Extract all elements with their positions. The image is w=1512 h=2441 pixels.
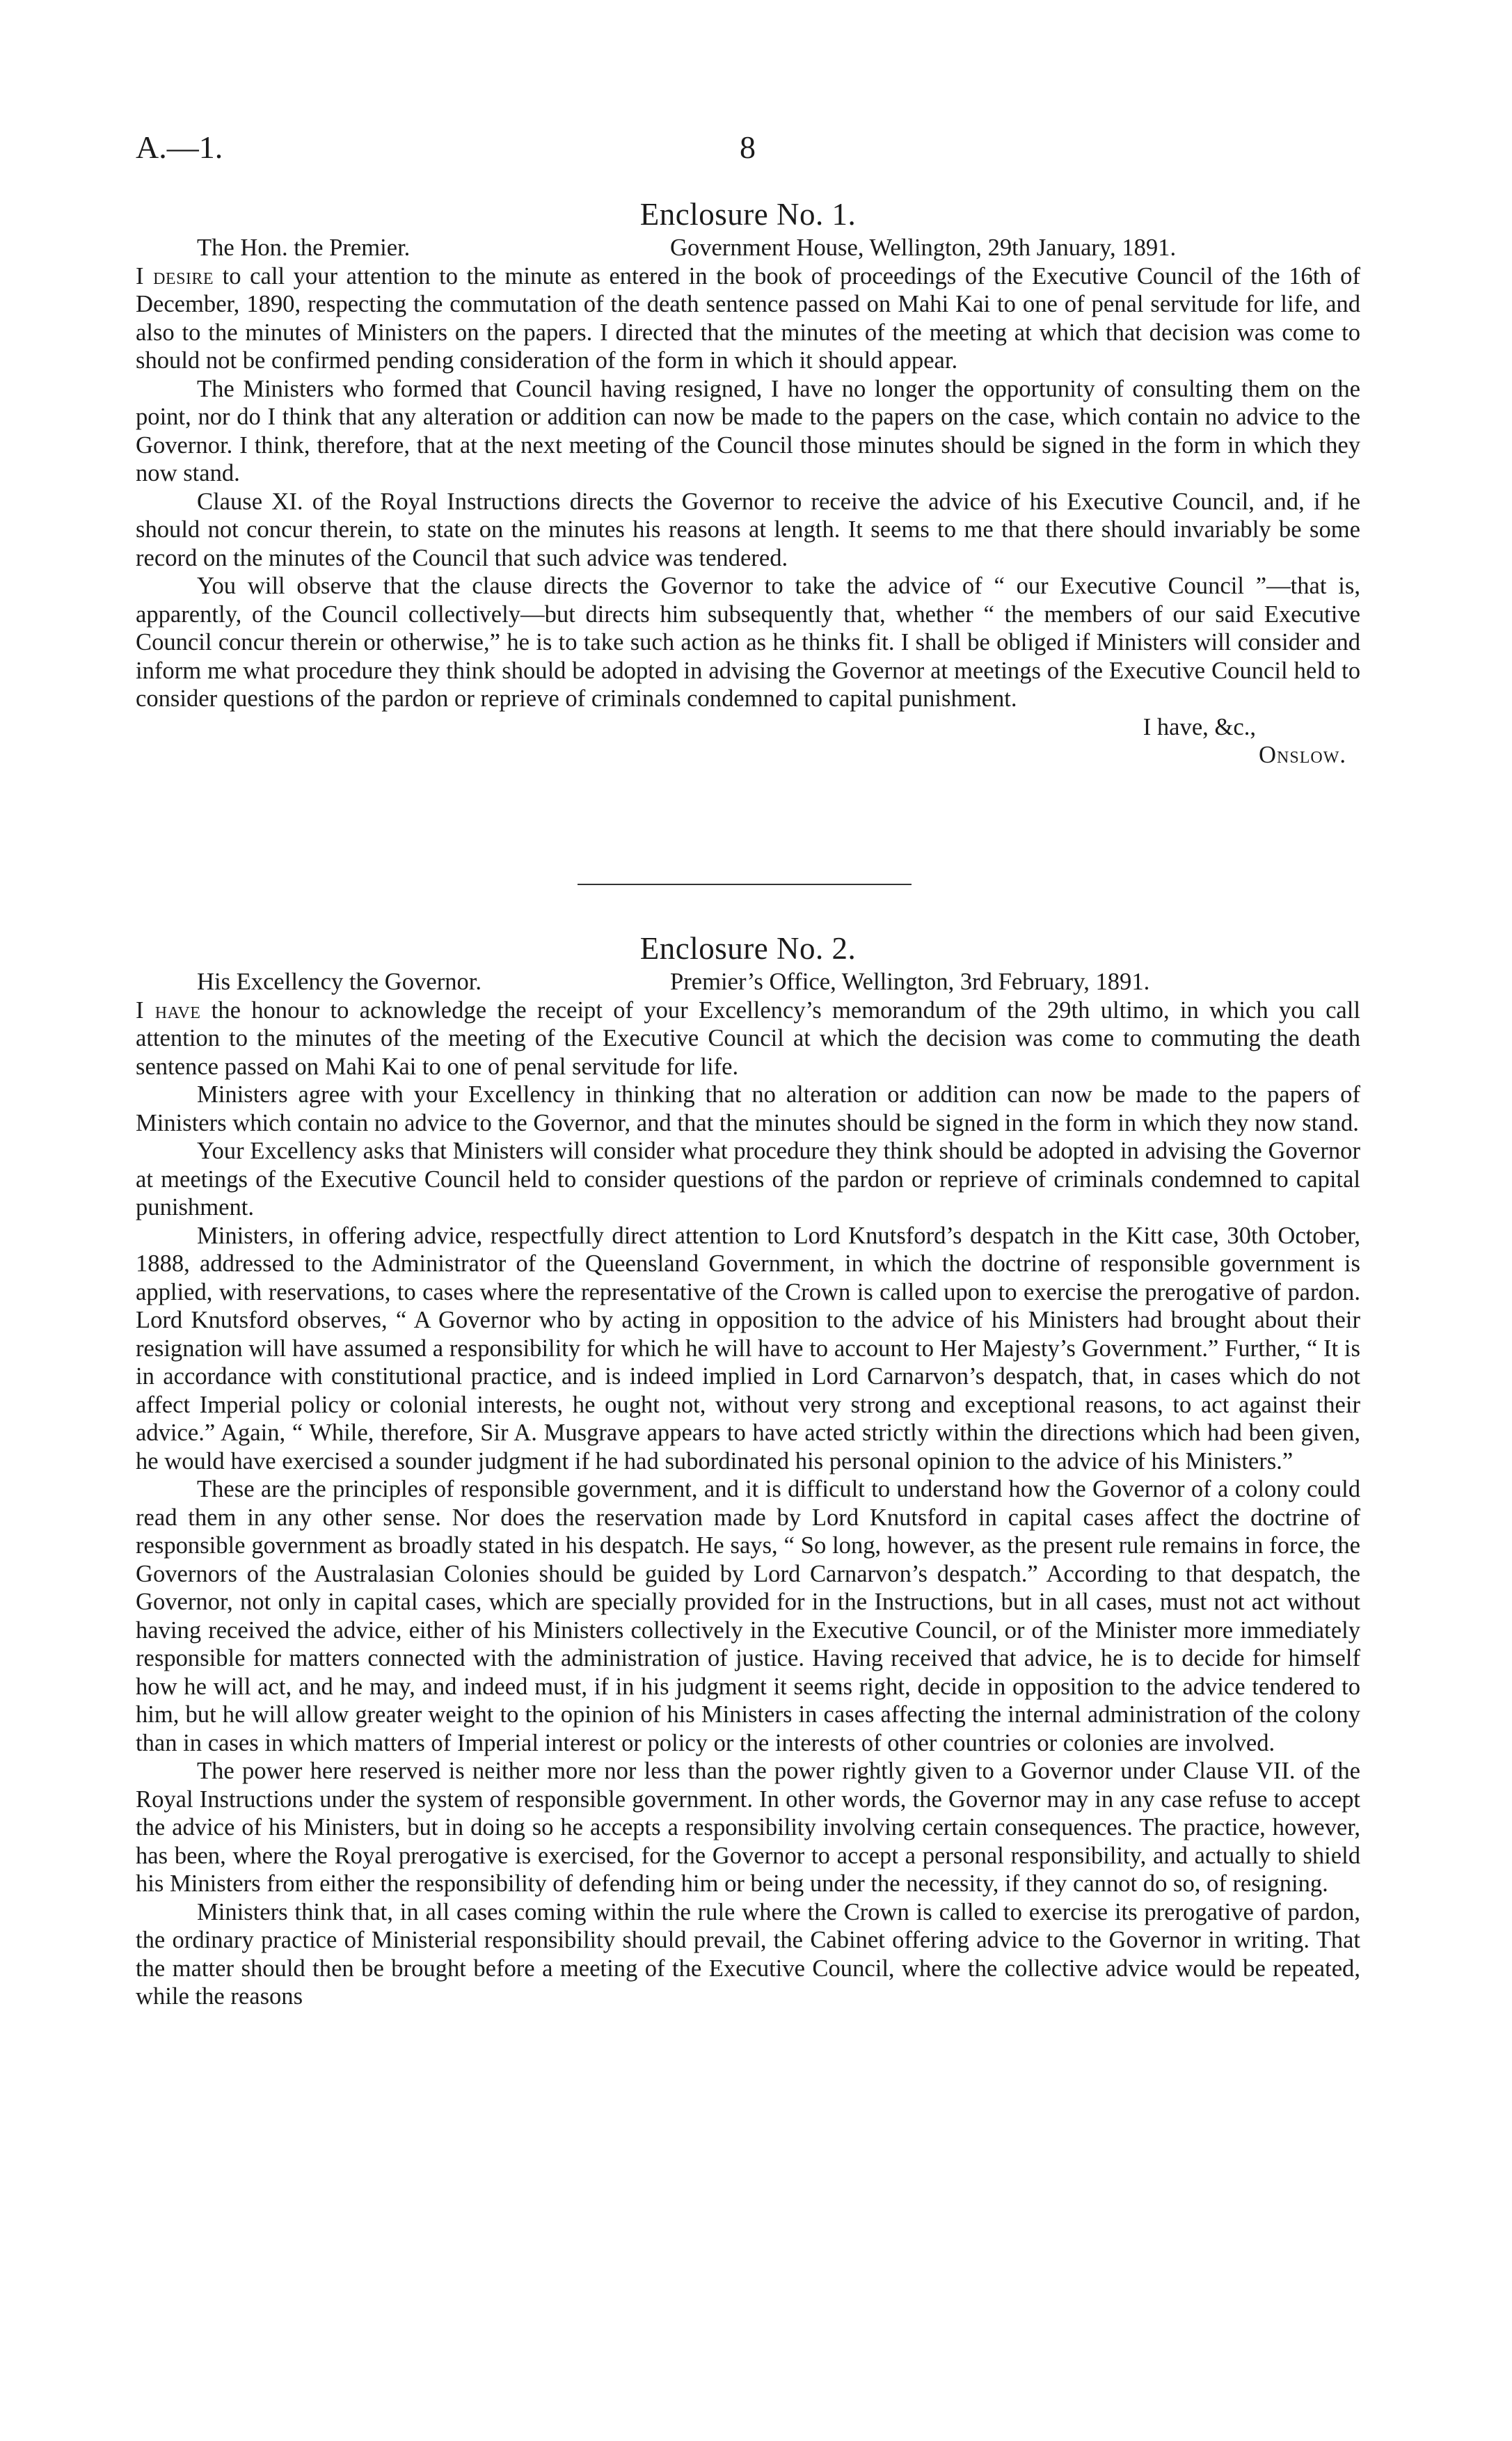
paragraph — [136, 996, 1360, 1081]
sender-address-date: Government House, Wellington, 29th January, 1891. — [670, 234, 1177, 261]
sender-address-date: Premier’s Office, Wellington, 3rd February, 1891. — [670, 969, 1150, 995]
page-number: 8 — [740, 129, 756, 165]
running-head — [136, 129, 1360, 170]
paragraph: Ministers agree with your Excellency in thinking that no alteration or addition can now be made to the papers of Ministers which contain no advice to the Governor, and that the minutes should be signed in the form in which they now stand. — [136, 1081, 1360, 1136]
paragraph: Clause XI. of the Royal Instructions directs the Governor to receive the advice of his Executive Council, and, if he should not concur therein, to state on the minutes his reasons at length. It seems to me that there should invariably be some record on the minutes of the Council that such advice was tendered. — [136, 488, 1360, 571]
enclosure-title: Enclosure No. 1. — [639, 197, 857, 232]
document-reference: A.—1. — [136, 129, 223, 165]
paragraph-text: the honour to acknowledge the receipt of your Excellency’s memorandum of the 29th ultimo, in which you call attention to the minutes of the meeting of the Executive Council at which the decision was come to commuting the death sentence passed on Mahi Kai to one of penal servitude for life. — [136, 996, 1360, 1080]
paragraph: Ministers think that, in all cases coming within the rule where the Crown is called to exercise its prerogative of pardon, the ordinary practice of Ministerial responsibility should prevail, the Cabinet offering advice to the Governor in writing. That the matter should then be brought before a meeting of the Executive Council, where the collective advice would be repeated, while the reasons — [136, 1898, 1360, 2010]
section-divider — [578, 884, 912, 885]
enclosure-1 — [136, 195, 1360, 770]
opening-words: I have — [136, 996, 201, 1024]
signature: Onslow. — [1259, 742, 1346, 768]
closing: I have, &c., — [1143, 713, 1256, 740]
paragraph: You will observe that the clause directs the Governor to take the advice of “ our Executive Council ”—that is, apparently, of the Council collectively—but directs him subsequently that, whether “ the members of our said Executive Council concur therein or otherwise,” he is to take such action as he thinks fit. I shall be obliged if Ministers will consider and inform me what procedure they think should be adopted in advising the Governor at meetings of the Executive Council held to consider questions of the pardon or reprieve of criminals condemned to capital punishment. — [136, 573, 1360, 712]
paragraph: Your Excellency asks that Ministers will consider what procedure they think should be adopted in advising the Governor at meetings of the Executive Council held to consider questions of the pardon or reprieve of criminals condemned to capital punishment. — [136, 1138, 1360, 1220]
paragraph: The Ministers who formed that Council having resigned, I have no longer the opportunity of consulting them on the point, nor do I think that any alteration or addition can now be made to the papers on the case, which contain no advice to the Governor. I think, therefore, that at the next meeting of the Council those minutes should be signed in the form in which they now stand. — [136, 375, 1360, 486]
paragraph-text: to call your attention to the minute as entered in the book of proceedings of the Executive Council of the 16th of December, 1890, respecting the commutation of the death sentence passed on Mahi Kai to one of penal servitude for life, and also to the minutes of Ministers on the papers. I directed that the minutes of the meeting at which that decision was come to should not be confirmed pending consideration of the form in which it should appear. — [136, 262, 1360, 374]
addressee: The Hon. the Premier. — [197, 234, 411, 261]
enclosure-title: Enclosure No. 2. — [639, 931, 857, 966]
addressee: His Excellency the Governor. — [197, 969, 482, 995]
paragraph: These are the principles of responsible government, and it is difficult to understand how the Governor of a colony could read them in any other sense. Nor does the reservation made by Lord Knutsford in capital cases affect the doctrine of responsible government as broadly stated in his despatch. He says, “ So long, however, as the present rule remains in force, the Governors of the Australasian Colonies should be guided by Lord Carnarvon’s despatch.” According to that despatch, the Governor, not only in capital cases, which are specially provided for in the Instructions, but in all cases, must not act without having received the advice, either of his Ministers collectively in the Executive Council, or of the Minister more immediately responsible for matters connected with the administration of justice. Having received that advice, he is to decide for himself how he will act, and he may, and indeed must, if in his judgment it seems right, decide in opposition to the advice tendered to him, but he will allow greater weight to the opinion of his Ministers in cases affecting the internal administration of the colony than in cases in which matters of Imperial interest or policy or the interests of other countries or colonies are involved. — [136, 1476, 1360, 1756]
paragraph: The power here reserved is neither more nor less than the power rightly given to a Governor under Clause VII. of the Royal Instructions under the system of responsible government. In other words, the Governor may in any case refuse to accept the advice of his Ministers, but in doing so he accepts a responsibility involving certain consequences. The practice, however, has been, where the Royal prerogative is exercised, for the Governor to accept a personal responsibility, and actually to shield his Ministers from either the responsibility of defending him or being under the necessity, if they cannot do so, of resigning. — [136, 1758, 1360, 1897]
address-line — [136, 234, 1360, 262]
opening-words: I desire — [136, 262, 214, 289]
enclosure-2 — [136, 929, 1360, 2011]
paragraph: Ministers, in offering advice, respectfully direct attention to Lord Knutsford’s despatch in the Kitt case, 30th October, 1888, addressed to the Administrator of the Queensland Government, in which the doctrine of responsible government is applied, with reservations, to cases where the representative of the Crown is called upon to exercise the prerogative of pardon. Lord Knutsford observes, “ A Governor who by acting in opposition to the advice of his Ministers had brought about their resignation will have assumed a responsibility for which he will have to account to Her Majesty’s Government.” Further, “ It is in accordance with constitutional practice, and is indeed implied in Lord Carnarvon’s despatch, that, in cases which do not affect Imperial policy or colonial interests, he ought not, without very strong and exceptional reasons, to act against their advice.” Again, “ While, therefore, Sir A. Musgrave appears to have acted strictly within the directions which had been given, he would have exercised a sounder judgment if he had subordinated his personal opinion to the advice of his Ministers.” — [136, 1222, 1360, 1474]
address-line — [136, 968, 1360, 996]
paragraph — [136, 262, 1360, 375]
